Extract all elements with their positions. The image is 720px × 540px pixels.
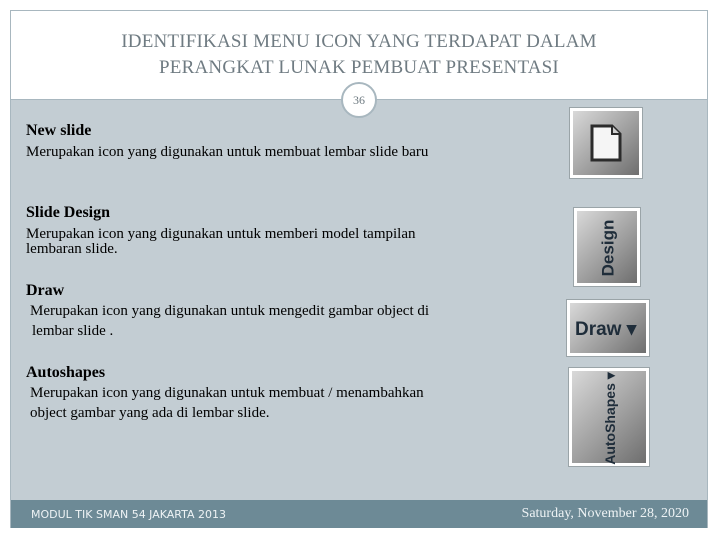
item-title-autoshapes: Autoshapes bbox=[26, 364, 106, 381]
new-page-glyph bbox=[588, 122, 624, 164]
item-desc-autoshapes-2: object gambar yang ada di lembar slide. bbox=[30, 405, 270, 421]
footer-date: Saturday, November 28, 2020 bbox=[521, 506, 689, 521]
slide-title bbox=[11, 29, 707, 81]
autoshapes-icon-label: AutoShapes ▾ bbox=[601, 371, 618, 465]
slide-design-icon bbox=[573, 207, 641, 287]
footer-module-label: MODUL TIK SMAN 54 JAKARTA 2013 bbox=[31, 508, 227, 521]
item-title-draw: Draw bbox=[26, 282, 65, 299]
draw-icon-label: Draw ▾ bbox=[575, 319, 637, 340]
item-desc-autoshapes-1: Merupakan icon yang digunakan untuk membuat / menambahkan bbox=[30, 385, 424, 401]
item-desc-new-slide: Merupakan icon yang digunakan untuk membuat lembar slide baru bbox=[26, 144, 429, 160]
item-desc-draw-1: Merupakan icon yang digunakan untuk mengedit gambar object di bbox=[30, 303, 430, 319]
draw-icon bbox=[566, 299, 650, 357]
item-desc-draw-2: lembar slide . bbox=[32, 323, 114, 339]
slide-number-badge: 36 bbox=[341, 82, 377, 118]
new-slide-icon bbox=[569, 107, 643, 179]
item-desc-slide-design-2: lembaran slide. bbox=[26, 241, 118, 257]
autoshapes-icon bbox=[568, 367, 650, 467]
item-title-slide-design: Slide Design bbox=[26, 204, 111, 221]
design-icon-label: Design bbox=[598, 219, 617, 277]
item-desc-slide-design-1: Merupakan icon yang digunakan untuk memberi model tampilan bbox=[26, 226, 416, 242]
slide-footer bbox=[11, 500, 707, 528]
title-line-1: IDENTIFIKASI MENU ICON YANG TERDAPAT DALAM bbox=[121, 31, 597, 52]
title-line-2: PERANGKAT LUNAK PEMBUAT PRESENTASI bbox=[159, 57, 559, 78]
item-title-new-slide: New slide bbox=[26, 122, 92, 139]
